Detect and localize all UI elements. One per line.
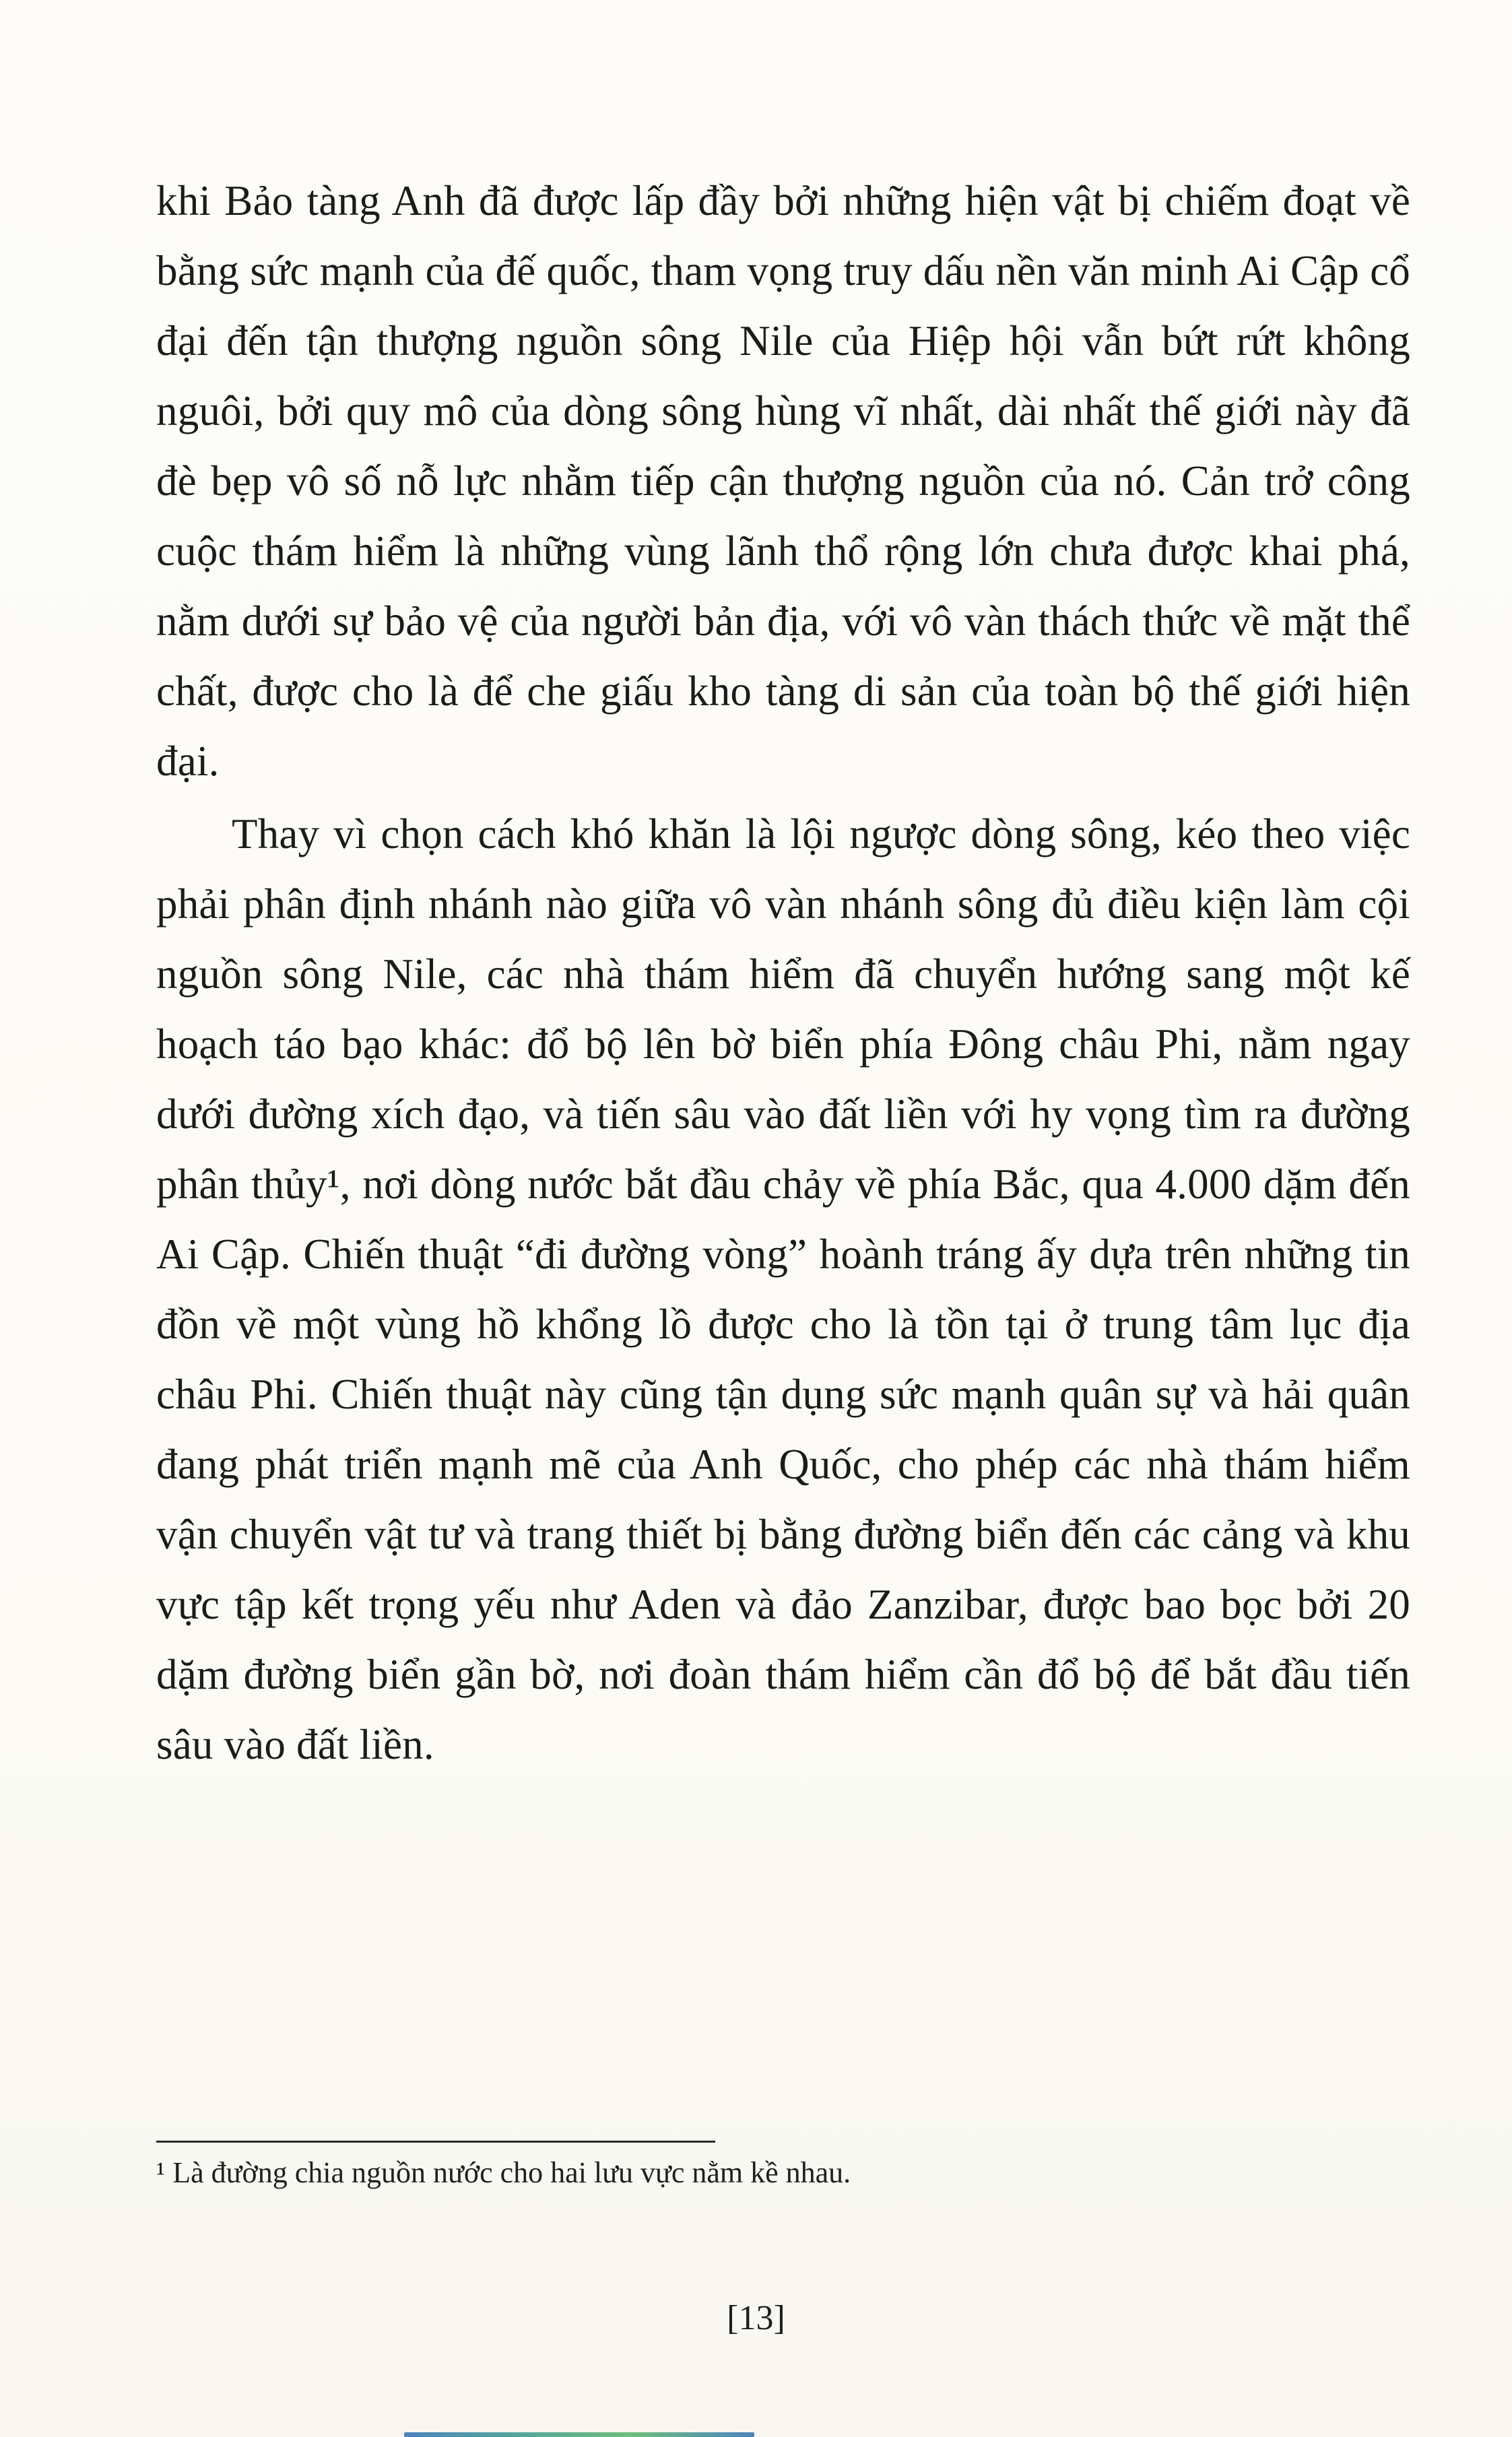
body-text (156, 166, 1410, 1780)
footnote-separator (156, 2141, 715, 2143)
paragraph: Thay vì chọn cách khó khăn là lội ngược dòng sông, kéo theo việc phải phân định nhánh nào giữa vô vàn nhánh sông đủ điều kiện làm cội nguồn sông Nile, các nhà thám hiểm đã chuyển hướng sang một kế hoạch táo bạo khác: đổ bộ lên bờ biển phía Đông châu Phi, nằm ngay dưới đường xích đạo, và tiến sâu vào đất liền với hy vọng tìm ra đường phân thủy¹, nơi dòng nước bắt đầu chảy về phía Bắc, qua 4.000 dặm đến Ai Cập. Chiến thuật “đi đường vòng” hoành tráng ấy dựa trên những tin đồn về một vùng hồ khổng lồ được cho là tồn tại ở trung tâm lục địa châu Phi. Chiến thuật này cũng tận dụng sức mạnh quân sự và hải quân đang phát triển mạnh mẽ của Anh Quốc, cho phép các nhà thám hiểm vận chuyển vật tư và trang thiết bị bằng đường biển đến các cảng và khu vực tập kết trọng yếu như Aden và đảo Zanzibar, được bao bọc bởi 20 dặm đường biển gần bờ, nơi đoàn thám hiểm cần đổ bộ để bắt đầu tiến sâu vào đất liền. (156, 810, 1410, 1768)
paragraph: khi Bảo tàng Anh đã được lấp đầy bởi những hiện vật bị chiếm đoạt về bằng sức mạnh của đế quốc, tham vọng truy dấu nền văn minh Ai Cập cổ đại đến tận thượng nguồn sông Nile của Hiệp hội vẫn bứt rứt không nguôi, bởi quy mô của dòng sông hùng vĩ nhất, dài nhất thế giới này đã đè bẹp vô số nỗ lực nhằm tiếp cận thượng nguồn của nó. Cản trở công cuộc thám hiểm là những vùng lãnh thổ rộng lớn chưa được khai phá, nằm dưới sự bảo vệ của người bản địa, với vô vàn thách thức về mặt thể chất, được cho là để che giấu kho tàng di sản của toàn bộ thế giới hiện đại. (156, 177, 1410, 785)
footnote: ¹ Là đường chia nguồn nước cho hai lưu vực nằm kề nhau. (156, 2156, 851, 2189)
scan-edge-artifact (404, 2432, 754, 2437)
footnote-block (156, 2141, 1410, 2192)
page-number: [13] (727, 2299, 785, 2337)
